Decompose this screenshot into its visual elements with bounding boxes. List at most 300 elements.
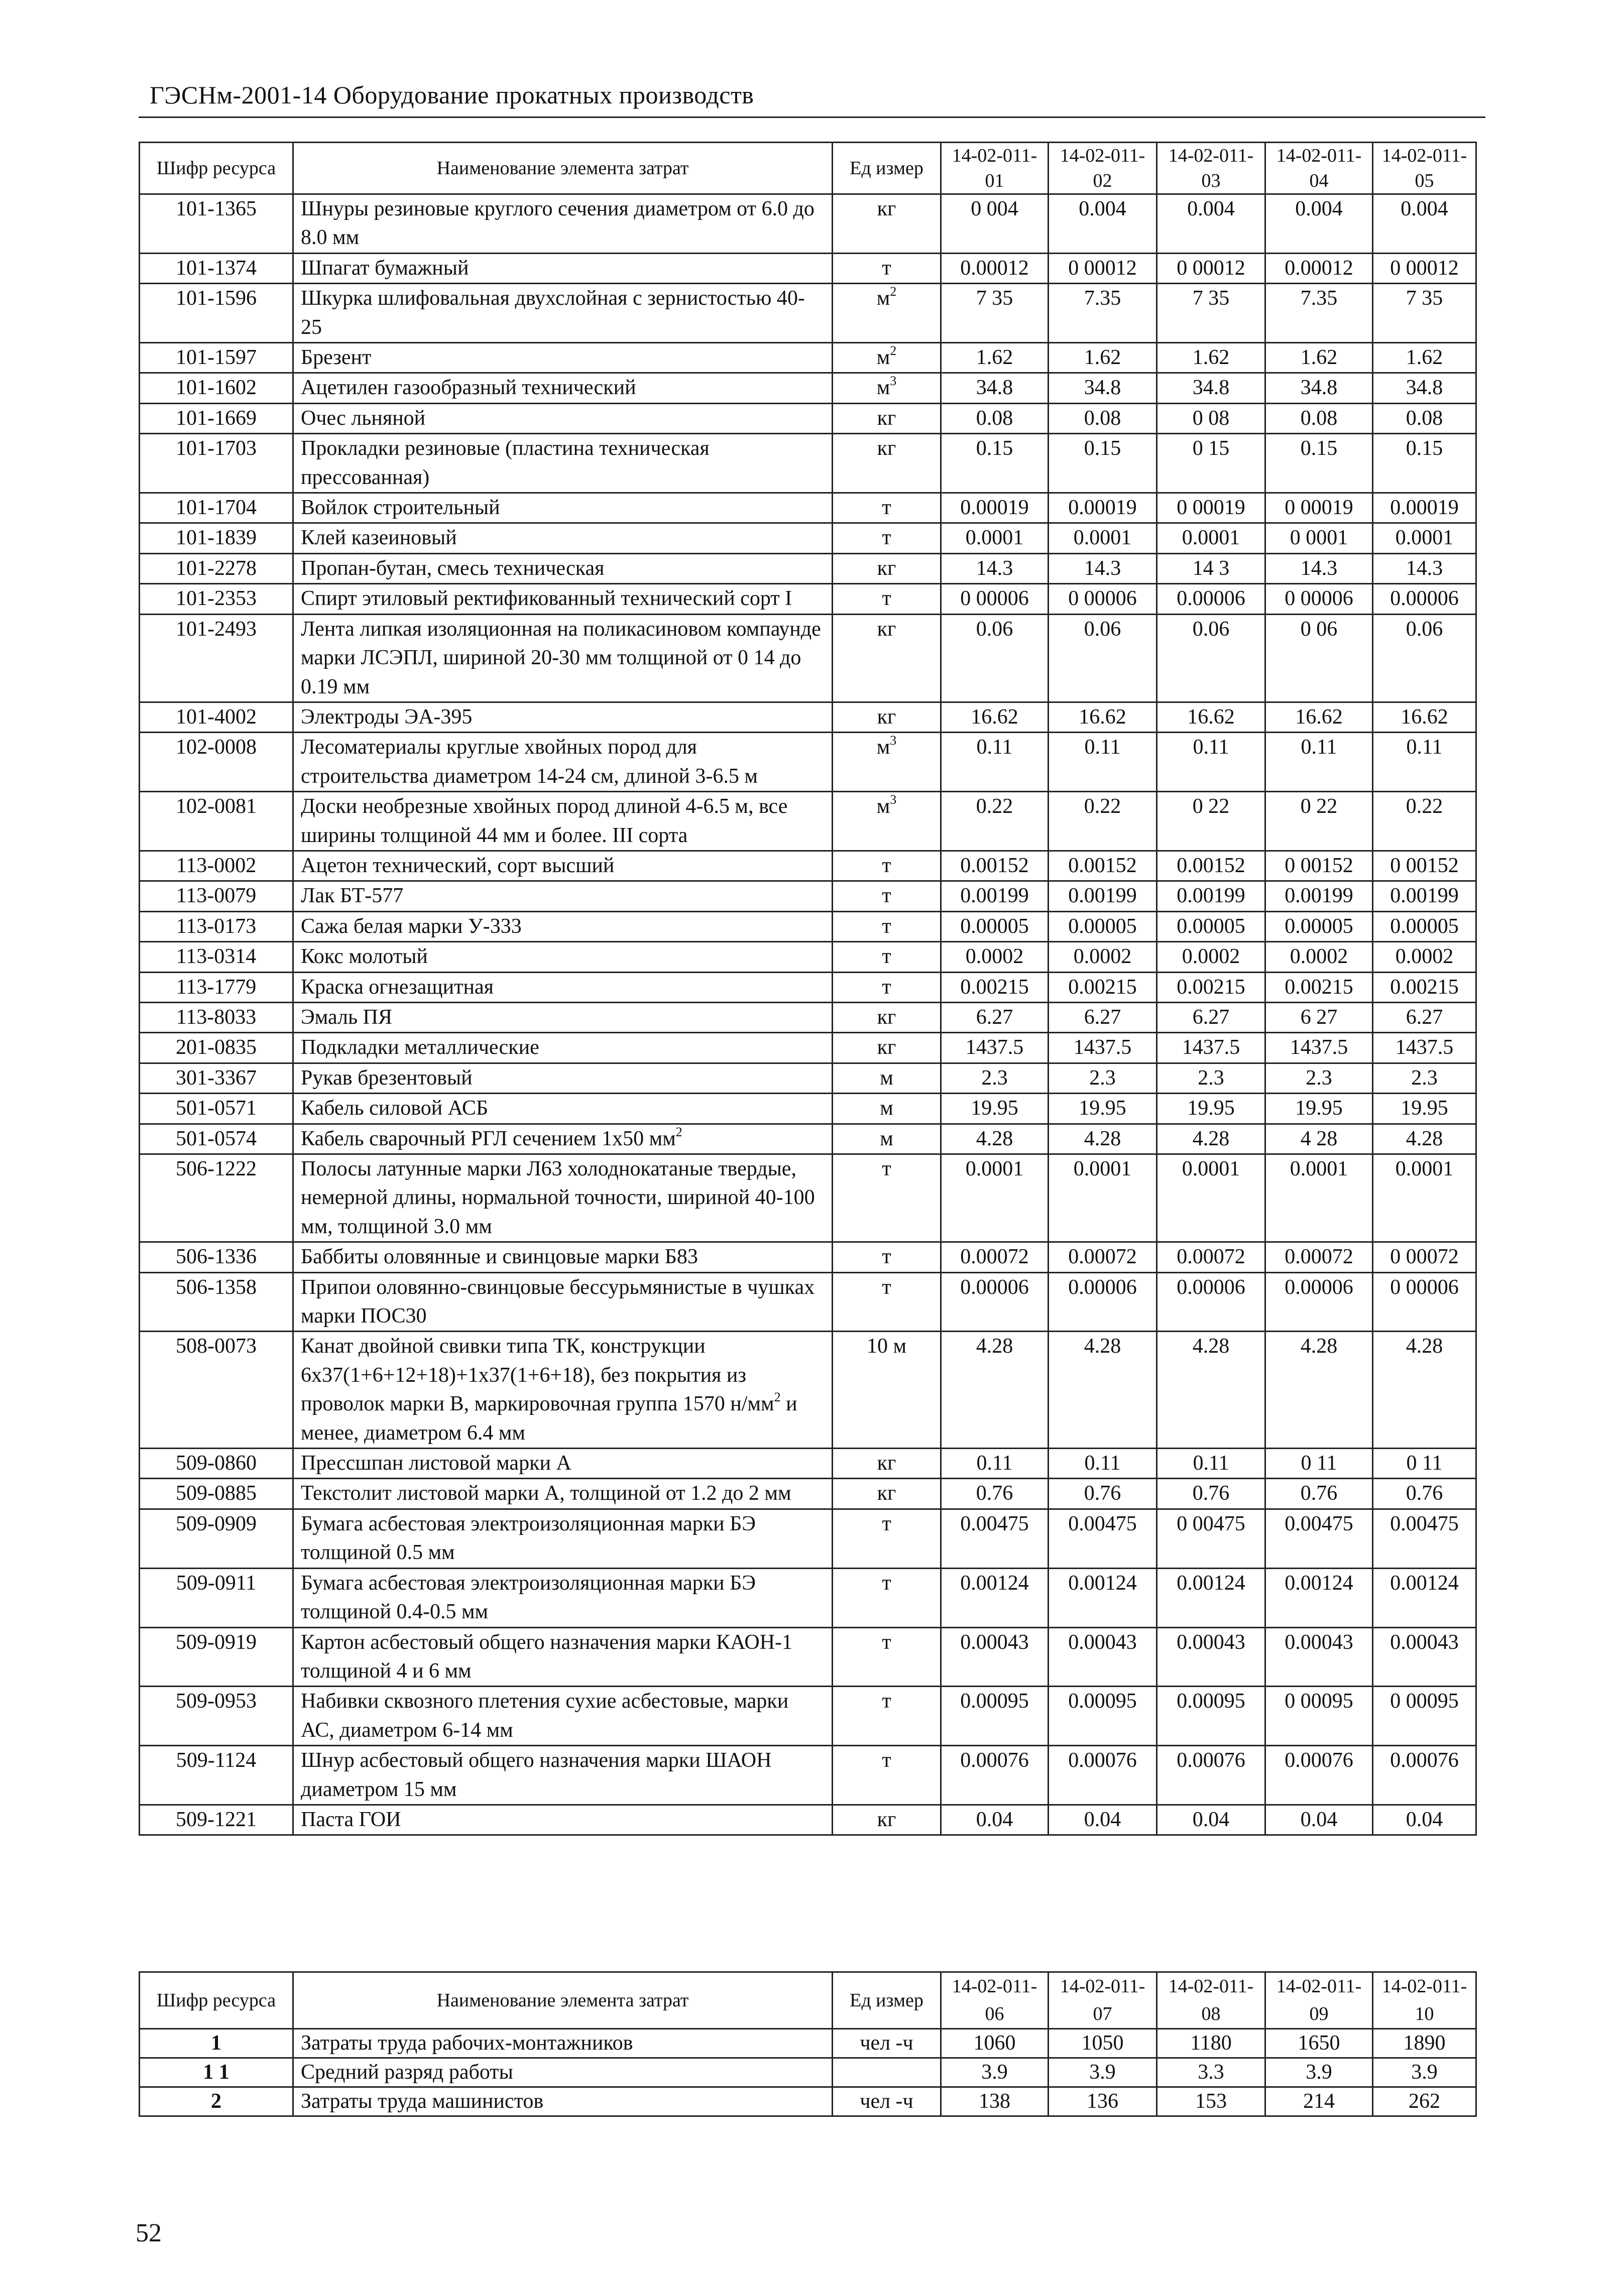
value-cell: 0.0001 <box>1373 523 1476 553</box>
value-cell: 0 00019 <box>1265 493 1373 523</box>
value-cell: 0 22 <box>1265 792 1373 851</box>
unit-cell <box>833 493 941 523</box>
unit-cell <box>833 942 941 972</box>
unit-text: т <box>882 1571 891 1595</box>
table-header-row <box>140 143 1476 194</box>
value-cell: 0.04 <box>1157 1805 1265 1835</box>
table-row <box>140 253 1476 283</box>
value-cell: 0.00019 <box>941 493 1049 523</box>
resource-name-text: Лесоматериалы круглые хвойных пород для строительства диаметром 14-24 см, длиной 3-6.5 м <box>301 736 758 788</box>
value-cell: 0.004 <box>1049 194 1157 254</box>
value-cell: 34.8 <box>1157 373 1265 403</box>
value-cell: 7.35 <box>1049 284 1157 343</box>
value-cell: 0.00095 <box>1157 1687 1265 1746</box>
table-row <box>140 851 1476 881</box>
value-cell: 0.15 <box>1049 434 1157 493</box>
value-cell: 0 00072 <box>1373 1242 1476 1272</box>
resource-name-text: Пропан-бутан, смесь техническая <box>301 556 605 580</box>
resource-cost-table <box>139 142 1477 1836</box>
value-cell: 0.22 <box>1049 792 1157 851</box>
table-row <box>140 2087 1476 2116</box>
value-cell: 3.9 <box>941 2058 1049 2087</box>
resource-code: 102-0008 <box>140 733 293 792</box>
resource-name <box>293 493 833 523</box>
value-cell: 0 00095 <box>1265 1687 1373 1746</box>
value-cell: 1050 <box>1049 2029 1157 2058</box>
table-row <box>140 911 1476 941</box>
resource-name <box>293 1242 833 1272</box>
unit-text: 10 м <box>866 1335 907 1358</box>
value-cell: 0.04 <box>941 1805 1049 1835</box>
value-cell: 14 3 <box>1157 553 1265 583</box>
value-cell: 0.08 <box>941 403 1049 433</box>
unit-text: кг <box>877 705 896 729</box>
resource-name-text: Войлок строительный <box>301 496 500 520</box>
value-cell: 0.0001 <box>1049 1154 1157 1242</box>
header-col-2: 14-02-011-07 <box>1049 1972 1157 2029</box>
resource-code: 113-0079 <box>140 881 293 911</box>
value-cell: 0 00006 <box>1049 584 1157 614</box>
value-cell: 0.00043 <box>941 1627 1049 1687</box>
value-cell: 1437.5 <box>941 1033 1049 1063</box>
header-col-4: 14-02-011-04 <box>1265 143 1373 194</box>
resource-code: 113-0314 <box>140 942 293 972</box>
resource-name <box>293 1063 833 1093</box>
value-cell: 14.3 <box>1373 553 1476 583</box>
value-cell: 4.28 <box>1373 1332 1476 1449</box>
unit-cell <box>833 523 941 553</box>
value-cell: 2.3 <box>1049 1063 1157 1093</box>
resource-name <box>293 1805 833 1835</box>
value-cell: 0.00072 <box>1157 1242 1265 1272</box>
value-cell: 0.00124 <box>1265 1568 1373 1627</box>
resource-code: 506-1336 <box>140 1242 293 1272</box>
resource-code: 2 <box>140 2087 293 2116</box>
value-cell: 0.0002 <box>1373 942 1476 972</box>
value-cell: 0 0001 <box>1265 523 1373 553</box>
value-cell: 4.28 <box>1157 1124 1265 1154</box>
value-cell: 0 00006 <box>1265 584 1373 614</box>
resource-code: 1 <box>140 2029 293 2058</box>
resource-name <box>293 1033 833 1063</box>
value-cell: 0 004 <box>941 194 1049 254</box>
resource-name <box>293 1746 833 1805</box>
resource-name <box>293 1094 833 1124</box>
unit-text: кг <box>877 406 896 430</box>
unit-cell <box>833 1242 941 1272</box>
resource-name-text: Кокс молотый <box>301 945 428 969</box>
value-cell: 0.11 <box>1157 1449 1265 1479</box>
unit-cell <box>833 1746 941 1805</box>
unit-superscript: 3 <box>890 374 897 389</box>
resource-code: 509-0953 <box>140 1687 293 1746</box>
unit-text: т <box>882 945 891 969</box>
unit-cell <box>833 343 941 373</box>
resource-code: 509-0909 <box>140 1509 293 1568</box>
resource-code: 101-1597 <box>140 343 293 373</box>
header-col-3: 14-02-011-03 <box>1157 143 1265 194</box>
unit-text: кг <box>877 1808 896 1831</box>
resource-name-text: Баббиты оловянные и свинцовые марки Б83 <box>301 1245 698 1269</box>
page-number: 52 <box>136 2219 162 2247</box>
resource-code: 113-8033 <box>140 1002 293 1032</box>
table-row <box>140 2058 1476 2087</box>
value-cell: 0.004 <box>1157 194 1265 254</box>
resource-name <box>293 373 833 403</box>
resource-code: 509-0919 <box>140 1627 293 1687</box>
value-cell: 6.27 <box>1373 1002 1476 1032</box>
table-row <box>140 1746 1476 1805</box>
unit-cell <box>833 1063 941 1093</box>
unit-cell <box>833 553 941 583</box>
value-cell: 4.28 <box>941 1124 1049 1154</box>
table-row <box>140 1509 1476 1568</box>
unit-cell <box>833 1332 941 1449</box>
unit-superscript: 2 <box>890 284 897 299</box>
resource-code: 101-4002 <box>140 702 293 732</box>
resource-code: 101-2278 <box>140 553 293 583</box>
value-cell: 6.27 <box>941 1002 1049 1032</box>
unit-text: м <box>876 795 890 818</box>
resource-name-superscript: 2 <box>774 1390 781 1405</box>
unit-text: кг <box>877 1482 896 1505</box>
value-cell: 0 22 <box>1157 792 1265 851</box>
value-cell: 16.62 <box>1049 702 1157 732</box>
value-cell: 0.00475 <box>1373 1509 1476 1568</box>
resource-name <box>293 614 833 702</box>
resource-name-text: Картон асбестовый общего назначения марки КАОН-1 толщиной 4 и 6 мм <box>301 1630 793 1683</box>
resource-name-text: Рукав брезентовый <box>301 1066 473 1090</box>
value-cell: 0.00095 <box>1049 1687 1157 1746</box>
unit-text: кг <box>877 1036 896 1059</box>
value-cell: 34.8 <box>1265 373 1373 403</box>
value-cell: 0.76 <box>1265 1479 1373 1509</box>
resource-code: 508-0073 <box>140 1332 293 1449</box>
value-cell: 0.00019 <box>1049 493 1157 523</box>
unit-text: м <box>876 376 890 400</box>
value-cell: 0.06 <box>1157 614 1265 702</box>
table-row <box>140 2029 1476 2058</box>
table-row <box>140 1627 1476 1687</box>
value-cell: 0.00215 <box>1049 972 1157 1002</box>
value-cell: 0 00019 <box>1157 493 1265 523</box>
unit-cell <box>833 2058 941 2087</box>
unit-cell <box>833 403 941 433</box>
resource-code: 509-0860 <box>140 1449 293 1479</box>
value-cell: 0.22 <box>941 792 1049 851</box>
value-cell: 19.95 <box>1373 1094 1476 1124</box>
resource-code: 101-1374 <box>140 253 293 283</box>
resource-code: 501-0574 <box>140 1124 293 1154</box>
table-row <box>140 942 1476 972</box>
value-cell: 7 35 <box>941 284 1049 343</box>
unit-text: м <box>876 736 890 759</box>
table-row <box>140 553 1476 583</box>
resource-name-text: Лак БТ-577 <box>301 884 404 908</box>
resource-name-text: Шпагат бумажный <box>301 256 469 280</box>
value-cell: 0.00124 <box>1049 1568 1157 1627</box>
value-cell: 0.00006 <box>941 1272 1049 1332</box>
header-col-3: 14-02-011-08 <box>1157 1972 1265 2029</box>
unit-text: м <box>876 287 890 310</box>
table-row <box>140 1033 1476 1063</box>
value-cell: 16.62 <box>1373 702 1476 732</box>
value-cell: 0.00006 <box>1157 1272 1265 1332</box>
value-cell: 153 <box>1157 2087 1265 2116</box>
value-cell: 0.00043 <box>1157 1627 1265 1687</box>
resource-name-text: Спирт этиловый ректификованный технический сорт I <box>301 587 792 611</box>
value-cell: 19.95 <box>1049 1094 1157 1124</box>
table-row <box>140 1332 1476 1449</box>
resource-name <box>293 343 833 373</box>
table-row <box>140 1687 1476 1746</box>
header-col-2: 14-02-011-02 <box>1049 143 1157 194</box>
value-cell: 0.0002 <box>1157 942 1265 972</box>
resource-name <box>293 523 833 553</box>
resource-name <box>293 1568 833 1627</box>
value-cell: 0.00072 <box>1049 1242 1157 1272</box>
value-cell: 34.8 <box>1049 373 1157 403</box>
unit-superscript: 3 <box>890 733 897 748</box>
value-cell: 16.62 <box>1157 702 1265 732</box>
value-cell: 14.3 <box>1049 553 1157 583</box>
table-row <box>140 792 1476 851</box>
value-cell: 1437.5 <box>1265 1033 1373 1063</box>
unit-cell <box>833 2087 941 2116</box>
resource-name <box>293 1272 833 1332</box>
resource-name-text: Краска огнезащитная <box>301 975 494 999</box>
value-cell: 0.0002 <box>941 942 1049 972</box>
value-cell: 4.28 <box>1265 1332 1373 1449</box>
resource-name <box>293 2087 833 2116</box>
value-cell: 0.00076 <box>1265 1746 1373 1805</box>
value-cell: 0.00019 <box>1373 493 1476 523</box>
value-cell: 0.00076 <box>1157 1746 1265 1805</box>
value-cell: 0.00152 <box>1049 851 1157 881</box>
value-cell: 14.3 <box>1265 553 1373 583</box>
resource-code: 509-1221 <box>140 1805 293 1835</box>
value-cell: 1437.5 <box>1049 1033 1157 1063</box>
resource-name-text: Кабель сварочный РГЛ сечением 1х50 мм <box>301 1127 676 1150</box>
value-cell: 0.00475 <box>1049 1509 1157 1568</box>
resource-name-text: Прокладки резиновые (пластина техническая прессованная) <box>301 437 710 489</box>
table-row <box>140 373 1476 403</box>
resource-code: 509-1124 <box>140 1746 293 1805</box>
unit-superscript: 3 <box>890 792 897 807</box>
value-cell: 1890 <box>1373 2029 1476 2058</box>
value-cell: 0.00076 <box>1049 1746 1157 1805</box>
value-cell: 1180 <box>1157 2029 1265 2058</box>
value-cell: 0.004 <box>1373 194 1476 254</box>
value-cell: 0.11 <box>1049 1449 1157 1479</box>
value-cell: 0.0001 <box>941 523 1049 553</box>
value-cell: 0.00072 <box>1265 1242 1373 1272</box>
value-cell: 0.04 <box>1373 1805 1476 1835</box>
value-cell: 1060 <box>941 2029 1049 2058</box>
header-col-1: 14-02-011-06 <box>941 1972 1049 2029</box>
header-name: Наименование элемента затрат <box>293 1972 833 2029</box>
resource-name-text: Эмаль ПЯ <box>301 1005 392 1029</box>
resource-code: 102-0081 <box>140 792 293 851</box>
resource-code: 113-1779 <box>140 972 293 1002</box>
resource-name-text: Брезент <box>301 346 372 370</box>
resource-name-text: Подкладки металлические <box>301 1036 539 1059</box>
header-name: Наименование элемента затрат <box>293 143 833 194</box>
value-cell: 19.95 <box>1265 1094 1373 1124</box>
table-row <box>140 284 1476 343</box>
value-cell: 3.9 <box>1373 2058 1476 2087</box>
page-header: ГЭСНм-2001-14 Оборудование прокатных производств <box>150 81 754 109</box>
value-cell: 0.00215 <box>941 972 1049 1002</box>
resource-name-text: Кабель силовой АСБ <box>301 1097 489 1120</box>
value-cell: 0.00005 <box>1265 911 1373 941</box>
unit-text: м <box>880 1127 893 1150</box>
table-row <box>140 1568 1476 1627</box>
value-cell: 0.00076 <box>941 1746 1049 1805</box>
resource-name-text: Лента липкая изоляционная на поликасиновом компаунде марки ЛСЭПЛ, шириной 20-30 мм толщиной от 0 14 до 0.19 мм <box>301 617 821 698</box>
value-cell: 0.11 <box>941 1449 1049 1479</box>
table-row <box>140 881 1476 911</box>
labor-cost-table <box>139 1971 1477 2117</box>
unit-text: т <box>882 256 891 280</box>
resource-code: 101-1704 <box>140 493 293 523</box>
resource-name-text: Прессшпан листовой марки А <box>301 1452 571 1475</box>
unit-cell <box>833 702 941 732</box>
unit-text: т <box>882 914 891 938</box>
value-cell: 0 00012 <box>1373 253 1476 283</box>
table-row <box>140 1002 1476 1032</box>
unit-cell <box>833 1124 941 1154</box>
value-cell: 0.0001 <box>1049 523 1157 553</box>
unit-text: т <box>882 884 891 908</box>
value-cell: 0 11 <box>1265 1449 1373 1479</box>
table-row <box>140 614 1476 702</box>
resource-name <box>293 2058 833 2087</box>
resource-code: 101-2353 <box>140 584 293 614</box>
unit-cell <box>833 1627 941 1687</box>
table-row <box>140 1154 1476 1242</box>
table-row <box>140 1124 1476 1154</box>
resource-name-text: Полосы латунные марки Л63 холоднокатаные твердые, немерной длины, нормальной точности, шириной 40-100 мм, толщиной 3.0 мм <box>301 1157 815 1238</box>
resource-name-text: Ацетон технический, сорт высший <box>301 854 615 877</box>
unit-cell <box>833 614 941 702</box>
value-cell: 6.27 <box>1049 1002 1157 1032</box>
value-cell: 3.9 <box>1049 2058 1157 2087</box>
value-cell: 19.95 <box>941 1094 1049 1124</box>
value-cell: 7 35 <box>1373 284 1476 343</box>
value-cell: 1437.5 <box>1373 1033 1476 1063</box>
unit-cell <box>833 1687 941 1746</box>
resource-code: 101-1365 <box>140 194 293 254</box>
header-col-1: 14-02-011-01 <box>941 143 1049 194</box>
resource-code: 113-0002 <box>140 851 293 881</box>
value-cell: 0.00152 <box>941 851 1049 881</box>
value-cell: 0.00199 <box>941 881 1049 911</box>
unit-cell <box>833 1272 941 1332</box>
value-cell: 0 00152 <box>1265 851 1373 881</box>
value-cell: 0 06 <box>1265 614 1373 702</box>
unit-cell <box>833 2029 941 2058</box>
unit-cell <box>833 911 941 941</box>
resource-name-text: Текстолит листовой марки А, толщиной от 1.2 до 2 мм <box>301 1482 791 1505</box>
value-cell: 0 00006 <box>1373 1272 1476 1332</box>
resource-name <box>293 2029 833 2058</box>
table-row <box>140 1449 1476 1479</box>
value-cell: 0.00043 <box>1049 1627 1157 1687</box>
value-cell: 0.00124 <box>1157 1568 1265 1627</box>
value-cell: 0 00095 <box>1373 1687 1476 1746</box>
resource-code: 101-1669 <box>140 403 293 433</box>
resource-name-text: Бумага асбестовая электроизоляционная марки БЭ толщиной 0.4-0.5 мм <box>301 1571 756 1624</box>
resource-name <box>293 1124 833 1154</box>
value-cell: 1.62 <box>1157 343 1265 373</box>
value-cell: 0 08 <box>1157 403 1265 433</box>
unit-text: кг <box>877 437 896 460</box>
table-row <box>140 523 1476 553</box>
value-cell: 0 00152 <box>1373 851 1476 881</box>
value-cell: 0 00475 <box>1157 1509 1265 1568</box>
value-cell: 34.8 <box>941 373 1049 403</box>
value-cell: 0.11 <box>1049 733 1157 792</box>
resource-name <box>293 972 833 1002</box>
value-cell: 1.62 <box>1373 343 1476 373</box>
unit-text: т <box>882 975 891 999</box>
value-cell: 0.00005 <box>1049 911 1157 941</box>
value-cell: 0.22 <box>1373 792 1476 851</box>
unit-text: т <box>882 1749 891 1772</box>
value-cell: 0.04 <box>1049 1805 1157 1835</box>
unit-cell <box>833 373 941 403</box>
header-col-5: 14-02-011-10 <box>1373 1972 1476 2029</box>
resource-name <box>293 1479 833 1509</box>
resource-name <box>293 403 833 433</box>
unit-text: т <box>882 1245 891 1269</box>
value-cell: 3.9 <box>1265 2058 1373 2087</box>
value-cell: 0 00012 <box>1157 253 1265 283</box>
unit-cell <box>833 1479 941 1509</box>
value-cell: 7.35 <box>1265 284 1373 343</box>
unit-text: м <box>880 1097 893 1120</box>
unit-text: м <box>876 346 890 370</box>
resource-code: 509-0885 <box>140 1479 293 1509</box>
value-cell: 0.0001 <box>1157 1154 1265 1242</box>
value-cell: 0.00076 <box>1373 1746 1476 1805</box>
value-cell: 1650 <box>1265 2029 1373 2058</box>
resource-code: 201-0835 <box>140 1033 293 1063</box>
value-cell: 0.06 <box>941 614 1049 702</box>
unit-cell <box>833 1449 941 1479</box>
unit-text: кг <box>877 1005 896 1029</box>
value-cell: 0.0002 <box>1265 942 1373 972</box>
resource-name <box>293 733 833 792</box>
value-cell: 0.00012 <box>1265 253 1373 283</box>
unit-cell <box>833 881 941 911</box>
value-cell: 0.11 <box>1373 733 1476 792</box>
unit-text: т <box>882 587 891 611</box>
resource-name-text: Очес льняной <box>301 406 426 430</box>
resource-name-text: Шнур асбестовый общего назначения марки ШАОН диаметром 15 мм <box>301 1749 772 1801</box>
value-cell: 34.8 <box>1373 373 1476 403</box>
value-cell: 4.28 <box>1157 1332 1265 1449</box>
resource-code: 1 1 <box>140 2058 293 2087</box>
table-row <box>140 434 1476 493</box>
value-cell: 7 35 <box>1157 284 1265 343</box>
value-cell: 0.76 <box>1157 1479 1265 1509</box>
value-cell: 0.08 <box>1049 403 1157 433</box>
table-row <box>140 1479 1476 1509</box>
value-cell: 0.00072 <box>941 1242 1049 1272</box>
value-cell: 0.0002 <box>1049 942 1157 972</box>
